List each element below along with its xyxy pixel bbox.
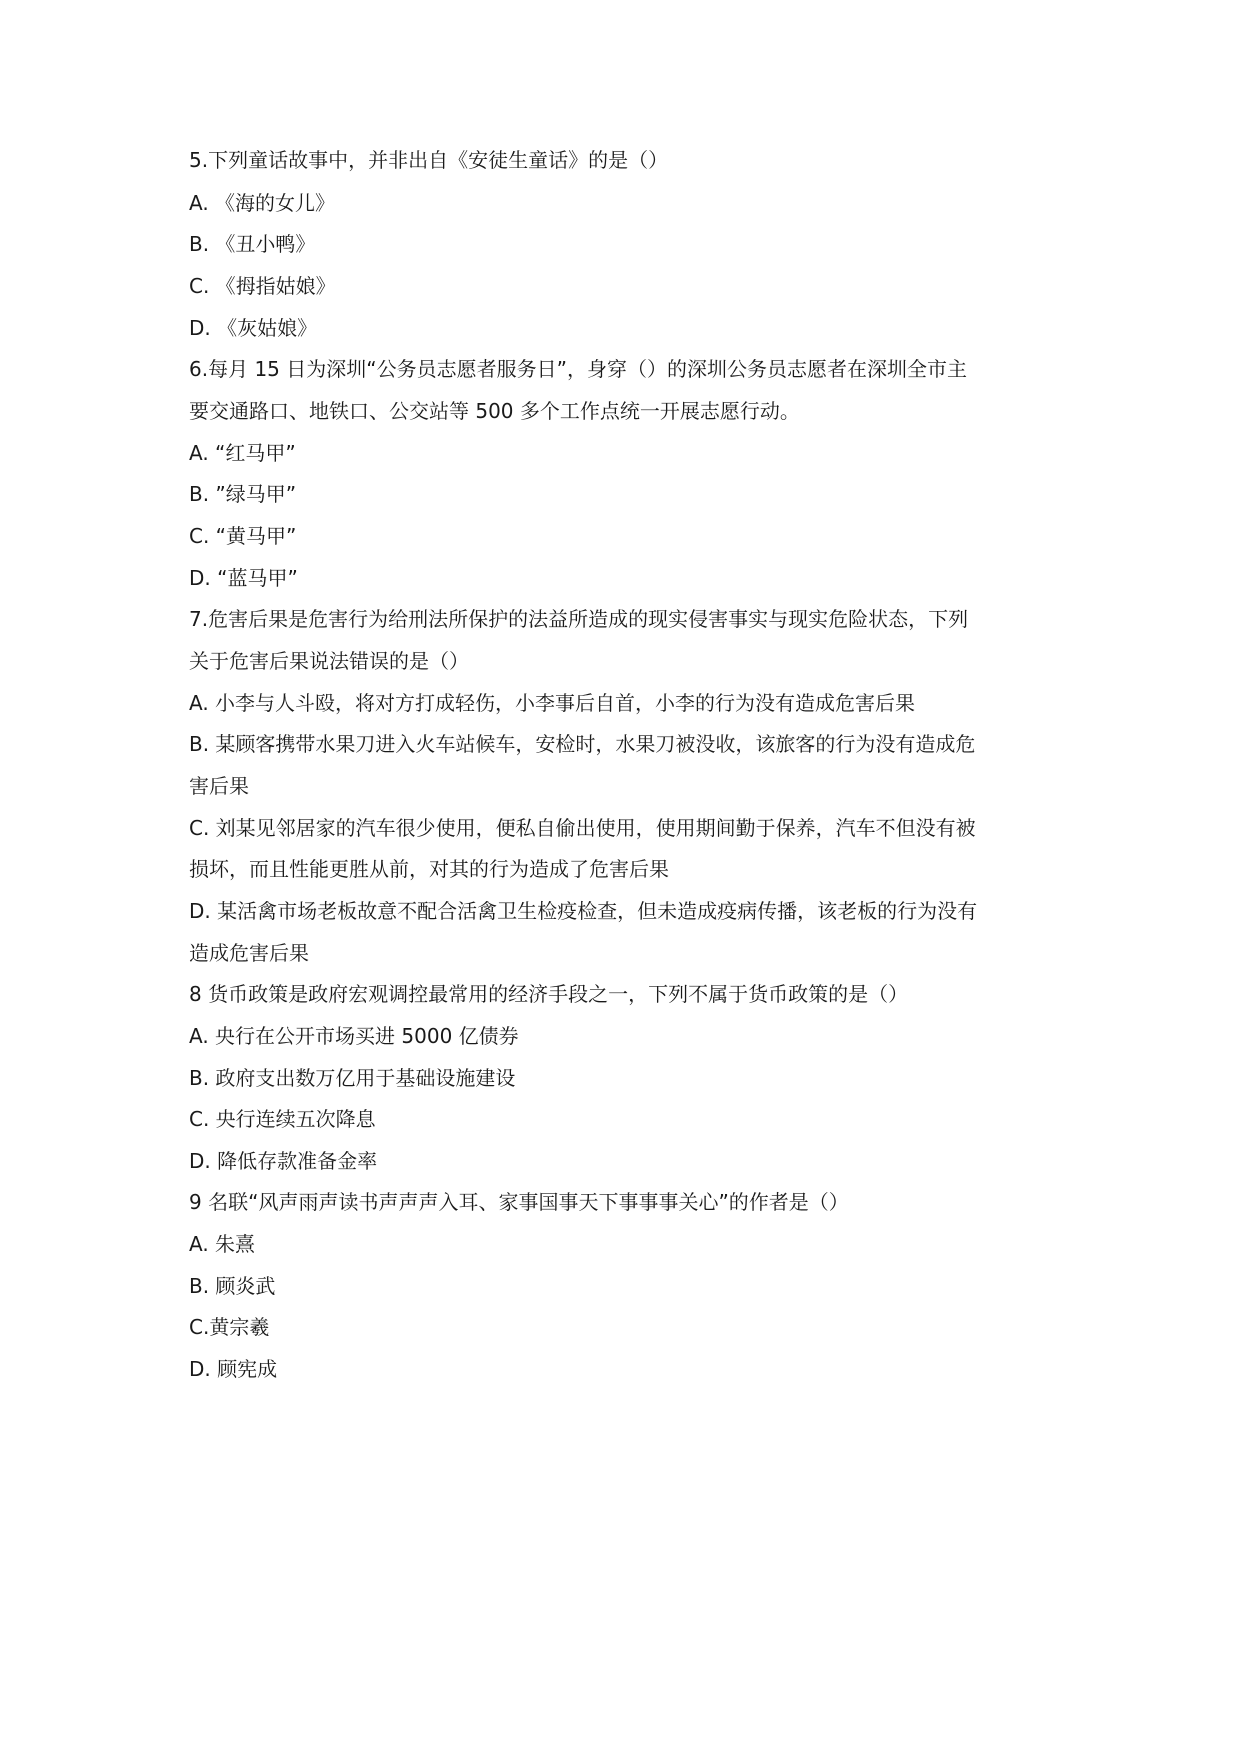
question-8-option-a: A. 央行在公开市场买进 5000 亿债券 (189, 1024, 519, 1048)
question-5-option-d: D. 《灰姑娘》 (189, 316, 318, 340)
question-5-option-c: C. 《拇指姑娘》 (189, 274, 336, 298)
question-7-option-b-line-1: B. 某顾客携带水果刀进入火车站候车，安检时，水果刀被没收，该旅客的行为没有造成危 (189, 732, 976, 756)
question-7-stem-line-2: 关于危害后果说法错误的是（） (189, 649, 469, 673)
question-6-option-a: A. “红马甲” (189, 441, 296, 465)
question-7-option-c-line-1: C. 刘某见邻居家的汽车很少使用，便私自偷出使用，使用期间勤于保养，汽车不但没有被 (189, 816, 976, 840)
question-8-option-b: B. 政府支出数万亿用于基础设施建设 (189, 1066, 516, 1090)
question-5-option-a: A. 《海的女儿》 (189, 191, 336, 215)
question-6-option-b: B. ”绿马甲” (189, 482, 297, 506)
question-9-option-b: B. 顾炎武 (189, 1274, 276, 1298)
question-9-option-d: D. 顾宪成 (189, 1357, 278, 1381)
question-7-option-b-line-2: 害后果 (189, 774, 249, 798)
question-9-stem: 9 名联“风声雨声读书声声声入耳、家事国事天下事事事关心”的作者是（） (189, 1190, 849, 1214)
question-5-option-b: B. 《丑小鸭》 (189, 232, 316, 256)
question-6-option-d: D. “蓝马甲” (189, 566, 298, 590)
question-5-stem: 5.下列童话故事中，并非出自《安徒生童话》的是（） (189, 148, 669, 172)
question-9-option-a: A. 朱熹 (189, 1232, 256, 1256)
question-8-stem: 8 货币政策是政府宏观调控最常用的经济手段之一，下列不属于货币政策的是（） (189, 982, 909, 1006)
question-6-stem-line-2: 要交通路口、地铁口、公交站等 500 多个工作点统一开展志愿行动。 (189, 399, 800, 423)
question-6-option-c: C. “黄马甲” (189, 524, 297, 548)
question-9-option-c: C.黄宗羲 (189, 1315, 270, 1339)
question-8-option-d: D. 降低存款准备金率 (189, 1149, 378, 1173)
question-7-option-c-line-2: 损坏，而且性能更胜从前，对其的行为造成了危害后果 (189, 857, 669, 881)
question-8-option-c: C. 央行连续五次降息 (189, 1107, 376, 1131)
question-7-option-d-line-2: 造成危害后果 (189, 941, 309, 965)
question-6-stem-line-1: 6.每月 15 日为深圳“公务员志愿者服务日”，身穿（）的深圳公务员志愿者在深圳全市主 (189, 357, 967, 381)
question-7-stem-line-1: 7.危害后果是危害行为给刑法所保护的法益所造成的现实侵害事实与现实危险状态，下列 (189, 607, 969, 631)
question-7-option-a: A. 小李与人斗殴，将对方打成轻伤，小李事后自首，小李的行为没有造成危害后果 (189, 691, 916, 715)
question-7-option-d-line-1: D. 某活禽市场老板故意不配合活禽卫生检疫检查，但未造成疫病传播，该老板的行为没有 (189, 899, 978, 923)
